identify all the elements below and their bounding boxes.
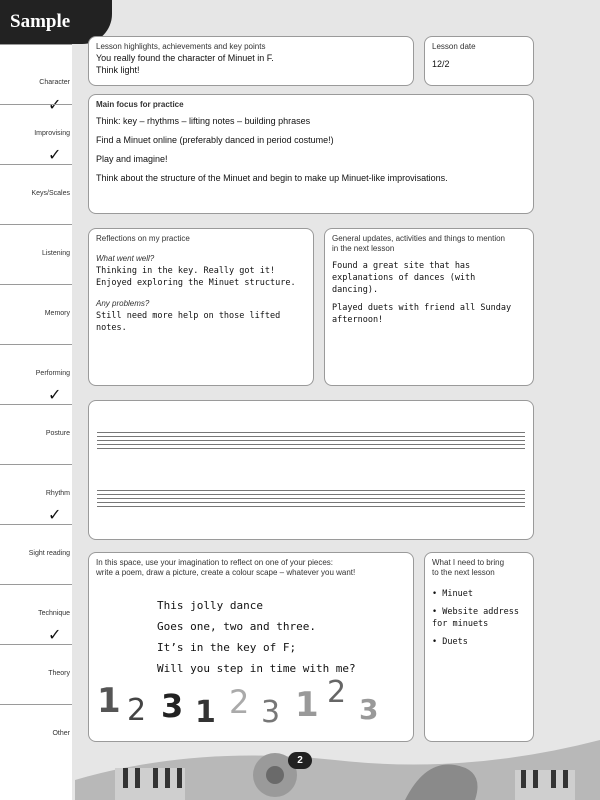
bring-item: for minuets xyxy=(432,619,489,629)
sidebar-item-other xyxy=(0,704,72,764)
number-drawing: 1 xyxy=(195,695,216,730)
check-icon: ✓ xyxy=(48,505,62,524)
lesson-date-box xyxy=(424,36,534,86)
sidebar-item-label: Improvising xyxy=(34,130,70,137)
number-drawing: 1 xyxy=(295,685,319,725)
check-icon: ✓ xyxy=(48,145,62,164)
music-staff xyxy=(97,490,525,510)
check-icon: ✓ xyxy=(48,385,62,404)
bring-item: • Minuet xyxy=(432,589,473,599)
sidebar-item-label: Sight reading xyxy=(28,550,70,557)
sample-tab: Sample xyxy=(0,0,112,44)
sidebar-item-improvising xyxy=(0,104,72,164)
number-drawing: 1 xyxy=(97,681,121,721)
sidebar-item-sight-reading xyxy=(0,524,72,584)
sidebar-item-label: Listening xyxy=(41,250,70,257)
sidebar-item-listening xyxy=(0,224,72,284)
updates-line: dancing). xyxy=(332,285,379,295)
poem-line: It’s in the key of F; xyxy=(157,641,297,654)
number-drawing: 2 xyxy=(327,675,347,710)
check-icon: ✓ xyxy=(48,625,62,644)
reflections-box xyxy=(88,228,314,386)
music-staff xyxy=(97,432,525,452)
focus-label: Main focus for practice xyxy=(96,100,184,109)
sidebar-item-label: Other xyxy=(52,730,70,737)
number-drawing: 3 xyxy=(161,687,184,725)
bring-item: • Website address xyxy=(432,607,519,617)
sidebar-item-label: Rhythm xyxy=(45,490,70,497)
sidebar-item-memory xyxy=(0,284,72,344)
bring-item: • Duets xyxy=(432,637,468,647)
updates-box xyxy=(324,228,534,386)
focus-box xyxy=(88,94,534,214)
check-icon: ✓ xyxy=(48,95,62,114)
poem-line: Will you step in time with me? xyxy=(157,662,356,675)
number-drawing: 2 xyxy=(229,683,250,721)
number-drawing: 3 xyxy=(359,693,379,726)
sidebar-item-keys-scales xyxy=(0,164,72,224)
sidebar-item-theory xyxy=(0,644,72,704)
sidebar-item-technique xyxy=(0,584,72,644)
highlights-label: Lesson highlights, achievements and key points xyxy=(96,42,266,51)
number-drawing: 3 xyxy=(261,695,281,730)
went-well-line: Enjoyed exploring the Minuet structure. xyxy=(96,278,296,288)
updates-label: General updates, activities and things to mention xyxy=(332,234,505,243)
number-drawing: 2 xyxy=(127,693,147,728)
updates-line: Played duets with friend all Sunday xyxy=(332,303,512,313)
imagination-label: write a poem, draw a picture, create a colour scape – whatever you want! xyxy=(96,568,356,577)
sidebar-item-posture xyxy=(0,404,72,464)
skills-sidebar xyxy=(0,44,72,800)
reflections-label: Reflections on my practice xyxy=(96,234,190,243)
updates-line: Found a great site that has xyxy=(332,261,471,271)
problems-line: Still need more help on those lifted notes. xyxy=(96,311,281,333)
page-number: 2 xyxy=(288,752,312,769)
focus-item: Play and imagine! xyxy=(96,154,168,164)
sidebar-item-label: Keys/Scales xyxy=(31,190,70,197)
sidebar-item-label: Performing xyxy=(35,370,70,377)
updates-line: explanations of dances (with xyxy=(332,273,476,283)
updates-label: in the next lesson xyxy=(332,244,395,253)
highlights-line: Think light! xyxy=(96,65,140,75)
focus-item: Think about the structure of the Minuet and begin to make up Minuet-like improvisations. xyxy=(96,173,448,183)
sidebar-item-label: Theory xyxy=(48,670,70,677)
imagination-box xyxy=(88,552,414,742)
bring-label: to the next lesson xyxy=(432,568,495,577)
updates-line: afternoon! xyxy=(332,315,384,325)
focus-item: Think: key – rhythms – lifting notes – building phrases xyxy=(96,116,311,126)
problems-label: Any problems? xyxy=(96,299,150,308)
went-well-line: Thinking in the key. Really got it! xyxy=(96,266,276,276)
sidebar-item-label: Character xyxy=(39,79,70,86)
sidebar-item-label: Technique xyxy=(38,610,70,617)
sidebar-item-label: Posture xyxy=(45,430,70,437)
highlights-box xyxy=(88,36,414,86)
went-well-label: What went well? xyxy=(96,254,155,263)
sidebar-item-performing xyxy=(0,344,72,404)
lesson-date-label: Lesson date xyxy=(432,42,476,51)
sidebar-item-label: Memory xyxy=(44,310,70,317)
sidebar-item-character xyxy=(0,44,72,114)
lesson-date-value: 12/2 xyxy=(432,59,450,69)
poem-line: Goes one, two and three. xyxy=(157,620,316,633)
bring-label: What I need to bring xyxy=(432,558,505,567)
bring-box xyxy=(424,552,534,742)
highlights-line: You really found the character of Minuet in F. xyxy=(96,53,274,63)
poem-line: This jolly dance xyxy=(157,599,263,612)
staff-box xyxy=(88,400,534,540)
sidebar-item-rhythm xyxy=(0,464,72,524)
imagination-label: In this space, use your imagination to reflect on one of your pieces: xyxy=(96,558,334,567)
focus-item: Find a Minuet online (preferably danced in period costume!) xyxy=(96,135,334,145)
